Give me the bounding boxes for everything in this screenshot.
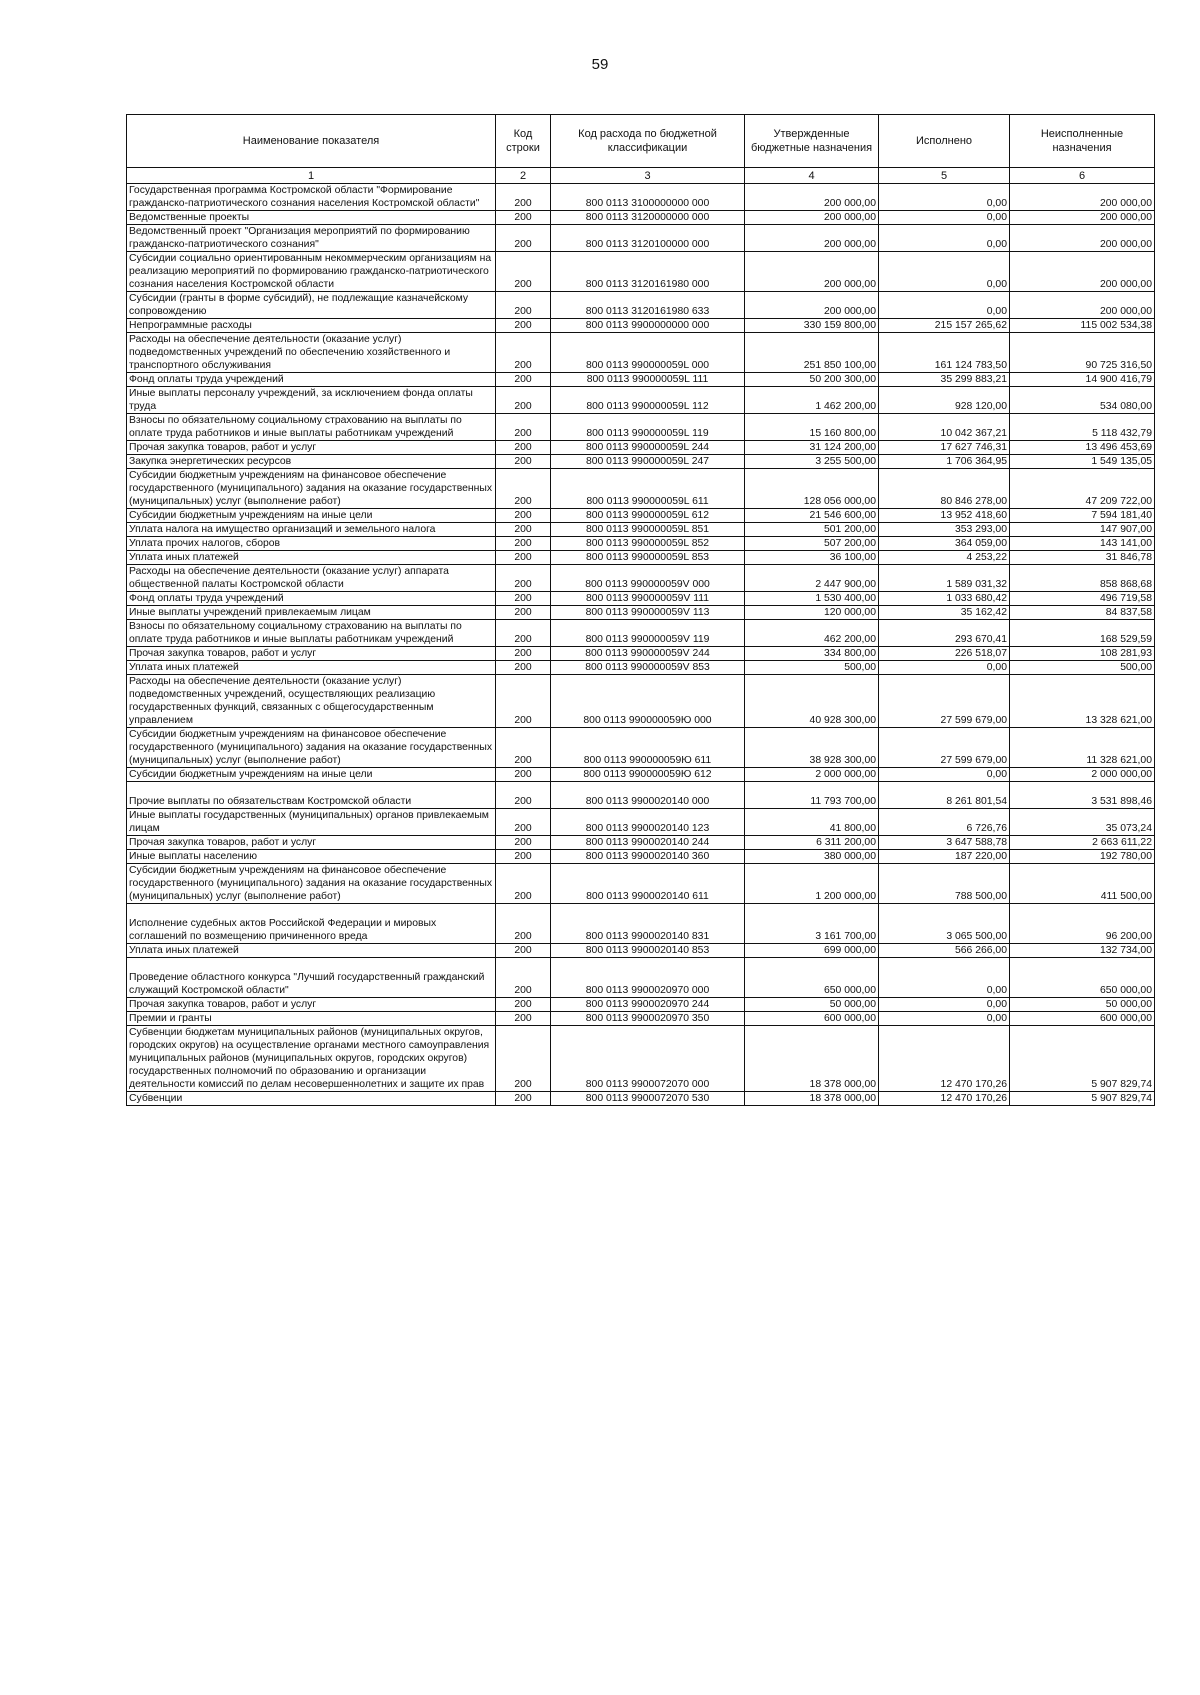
row-line-code: 200: [496, 661, 551, 675]
row-budget-code: 800 0113 990000059L 853: [551, 551, 745, 565]
row-approved-amount: 38 928 300,00: [745, 728, 879, 768]
table-row: [127, 509, 1155, 523]
row-unexecuted-amount: 650 000,00: [1010, 958, 1155, 998]
row-budget-code: 800 0113 3120100000 000: [551, 225, 745, 252]
row-budget-code: 800 0113 9900020140 831: [551, 904, 745, 944]
row-approved-amount: 31 124 200,00: [745, 441, 879, 455]
row-unexecuted-amount: 1 549 135,05: [1010, 455, 1155, 469]
row-approved-amount: 1 462 200,00: [745, 387, 879, 414]
row-indicator-name: Иные выплаты государственных (муниципальных) органов привлекаемым лицам: [127, 809, 496, 836]
row-unexecuted-amount: 31 846,78: [1010, 551, 1155, 565]
table-row: [127, 455, 1155, 469]
row-budget-code: 800 0113 9900020970 350: [551, 1012, 745, 1026]
table-row: [127, 319, 1155, 333]
table-row: [127, 620, 1155, 647]
row-unexecuted-amount: 600 000,00: [1010, 1012, 1155, 1026]
row-line-code: 200: [496, 944, 551, 958]
row-unexecuted-amount: 115 002 534,38: [1010, 319, 1155, 333]
row-executed-amount: 6 726,76: [879, 809, 1010, 836]
row-line-code: 200: [496, 551, 551, 565]
table-row: [127, 768, 1155, 782]
row-budget-code: 800 0113 9900020140 853: [551, 944, 745, 958]
row-budget-code: 800 0113 9900020140 360: [551, 850, 745, 864]
row-executed-amount: 0,00: [879, 768, 1010, 782]
row-unexecuted-amount: 200 000,00: [1010, 225, 1155, 252]
table-row: [127, 675, 1155, 728]
row-indicator-name: Расходы на обеспечение деятельности (оказание услуг) подведомственных учреждений, осуществляющих реализацию государственных функций, связанных с общегосударственным управлением: [127, 675, 496, 728]
row-indicator-name: Уплата иных платежей: [127, 944, 496, 958]
row-line-code: 200: [496, 836, 551, 850]
row-unexecuted-amount: 11 328 621,00: [1010, 728, 1155, 768]
header-line-code: Код строки: [496, 115, 551, 168]
row-executed-amount: 1 033 680,42: [879, 592, 1010, 606]
row-executed-amount: 364 059,00: [879, 537, 1010, 551]
table-row: [127, 904, 1155, 944]
row-approved-amount: 334 800,00: [745, 647, 879, 661]
row-budget-code: 800 0113 990000059V 113: [551, 606, 745, 620]
row-budget-code: 800 0113 9900020140 611: [551, 864, 745, 904]
row-indicator-name: Субвенции бюджетам муниципальных районов (муниципальных округов, городских округов) на осуществление органами местного самоуправления муниципальных районов (муниципальных округов, городских округов) государственных полномочий по образованию и организации деятельности комиссий по делам несовершеннолетних и защите их прав: [127, 1026, 496, 1092]
row-line-code: 200: [496, 523, 551, 537]
table-row: [127, 523, 1155, 537]
row-approved-amount: 2 000 000,00: [745, 768, 879, 782]
row-approved-amount: 500,00: [745, 661, 879, 675]
row-approved-amount: 2 447 900,00: [745, 565, 879, 592]
row-unexecuted-amount: 2 663 611,22: [1010, 836, 1155, 850]
column-number: 1: [127, 168, 496, 184]
row-line-code: 200: [496, 1026, 551, 1092]
row-approved-amount: 21 546 600,00: [745, 509, 879, 523]
table-row: [127, 414, 1155, 441]
row-budget-code: 800 0113 990000059Ю 000: [551, 675, 745, 728]
row-executed-amount: 0,00: [879, 998, 1010, 1012]
row-unexecuted-amount: 132 734,00: [1010, 944, 1155, 958]
row-indicator-name: Расходы на обеспечение деятельности (оказание услуг) подведомственных учреждений по обеспечению хозяйственного и транспортного обслуживания: [127, 333, 496, 373]
row-budget-code: 800 0113 9900020140 123: [551, 809, 745, 836]
row-line-code: 200: [496, 414, 551, 441]
row-approved-amount: 36 100,00: [745, 551, 879, 565]
table-row: [127, 606, 1155, 620]
row-indicator-name: Исполнение судебных актов Российской Федерации и мировых соглашений по возмещению причиненного вреда: [127, 904, 496, 944]
header-row: [127, 115, 1155, 168]
row-budget-code: 800 0113 9900020140 000: [551, 782, 745, 809]
row-line-code: 200: [496, 509, 551, 523]
column-number: 2: [496, 168, 551, 184]
table-row: [127, 252, 1155, 292]
row-indicator-name: Субсидии бюджетным учреждениям на финансовое обеспечение государственного (муниципального) задания на оказание государственных (муниципальных) услуг (выполнение работ): [127, 864, 496, 904]
row-budget-code: 800 0113 990000059V 111: [551, 592, 745, 606]
row-line-code: 200: [496, 292, 551, 319]
row-executed-amount: 35 162,42: [879, 606, 1010, 620]
row-line-code: 200: [496, 958, 551, 998]
row-budget-code: 800 0113 9900000000 000: [551, 319, 745, 333]
row-unexecuted-amount: 168 529,59: [1010, 620, 1155, 647]
row-executed-amount: 35 299 883,21: [879, 373, 1010, 387]
row-indicator-name: Уплата иных платежей: [127, 661, 496, 675]
row-executed-amount: 12 470 170,26: [879, 1026, 1010, 1092]
table-row: [127, 1092, 1155, 1106]
column-number: 6: [1010, 168, 1155, 184]
row-budget-code: 800 0113 9900020140 244: [551, 836, 745, 850]
row-unexecuted-amount: 143 141,00: [1010, 537, 1155, 551]
row-budget-code: 800 0113 990000059L 611: [551, 469, 745, 509]
row-unexecuted-amount: 200 000,00: [1010, 211, 1155, 225]
budget-execution-table: [126, 114, 1155, 1106]
row-approved-amount: 251 850 100,00: [745, 333, 879, 373]
row-approved-amount: 501 200,00: [745, 523, 879, 537]
row-executed-amount: 13 952 418,60: [879, 509, 1010, 523]
row-indicator-name: Расходы на обеспечение деятельности (оказание услуг) аппарата общественной палаты Костромской области: [127, 565, 496, 592]
row-unexecuted-amount: 5 907 829,74: [1010, 1092, 1155, 1106]
page-number: 59: [591, 56, 609, 73]
row-line-code: 200: [496, 1092, 551, 1106]
row-unexecuted-amount: 500,00: [1010, 661, 1155, 675]
table-row: [127, 184, 1155, 211]
row-line-code: 200: [496, 768, 551, 782]
row-executed-amount: 0,00: [879, 211, 1010, 225]
row-budget-code: 800 0113 990000059L 111: [551, 373, 745, 387]
table-row: [127, 211, 1155, 225]
row-approved-amount: 15 160 800,00: [745, 414, 879, 441]
row-budget-code: 800 0113 990000059Ю 611: [551, 728, 745, 768]
row-budget-code: 800 0113 990000059Ю 612: [551, 768, 745, 782]
row-approved-amount: 200 000,00: [745, 292, 879, 319]
row-indicator-name: Премии и гранты: [127, 1012, 496, 1026]
row-approved-amount: 1 200 000,00: [745, 864, 879, 904]
row-approved-amount: 41 800,00: [745, 809, 879, 836]
row-indicator-name: Взносы по обязательному социальному страхованию на выплаты по оплате труда работников и иные выплаты работникам учреждений: [127, 414, 496, 441]
row-line-code: 200: [496, 319, 551, 333]
row-executed-amount: 3 647 588,78: [879, 836, 1010, 850]
row-line-code: 200: [496, 728, 551, 768]
row-executed-amount: 161 124 783,50: [879, 333, 1010, 373]
table-row: [127, 592, 1155, 606]
table-row: [127, 998, 1155, 1012]
row-unexecuted-amount: 200 000,00: [1010, 292, 1155, 319]
row-line-code: 200: [496, 537, 551, 551]
table-row: [127, 551, 1155, 565]
row-executed-amount: 1 589 031,32: [879, 565, 1010, 592]
table-row: [127, 292, 1155, 319]
row-budget-code: 800 0113 3120000000 000: [551, 211, 745, 225]
row-line-code: 200: [496, 252, 551, 292]
row-executed-amount: 226 518,07: [879, 647, 1010, 661]
row-unexecuted-amount: 858 868,68: [1010, 565, 1155, 592]
row-line-code: 200: [496, 809, 551, 836]
row-budget-code: 800 0113 990000059L 000: [551, 333, 745, 373]
row-indicator-name: Фонд оплаты труда учреждений: [127, 592, 496, 606]
table-row: [127, 782, 1155, 809]
row-line-code: 200: [496, 565, 551, 592]
row-executed-amount: 0,00: [879, 292, 1010, 319]
row-budget-code: 800 0113 990000059L 852: [551, 537, 745, 551]
table-row: [127, 225, 1155, 252]
table-row: [127, 373, 1155, 387]
row-unexecuted-amount: 50 000,00: [1010, 998, 1155, 1012]
row-unexecuted-amount: 5 118 432,79: [1010, 414, 1155, 441]
row-executed-amount: 928 120,00: [879, 387, 1010, 414]
row-unexecuted-amount: 13 496 453,69: [1010, 441, 1155, 455]
row-budget-code: 800 0113 990000059V 119: [551, 620, 745, 647]
row-executed-amount: 27 599 679,00: [879, 728, 1010, 768]
row-approved-amount: 699 000,00: [745, 944, 879, 958]
row-budget-code: 800 0113 990000059L 119: [551, 414, 745, 441]
table-row: [127, 944, 1155, 958]
row-executed-amount: 0,00: [879, 252, 1010, 292]
row-unexecuted-amount: 192 780,00: [1010, 850, 1155, 864]
row-approved-amount: 650 000,00: [745, 958, 879, 998]
row-executed-amount: 187 220,00: [879, 850, 1010, 864]
row-approved-amount: 6 311 200,00: [745, 836, 879, 850]
row-budget-code: 800 0113 990000059L 851: [551, 523, 745, 537]
row-budget-code: 800 0113 990000059L 112: [551, 387, 745, 414]
row-indicator-name: Прочая закупка товаров, работ и услуг: [127, 441, 496, 455]
row-indicator-name: Субсидии бюджетным учреждениям на финансовое обеспечение государственного (муниципального) задания на оказание государственных (муниципальных) услуг (выполнение работ): [127, 728, 496, 768]
table-row: [127, 958, 1155, 998]
row-executed-amount: 8 261 801,54: [879, 782, 1010, 809]
row-executed-amount: 353 293,00: [879, 523, 1010, 537]
row-indicator-name: Закупка энергетических ресурсов: [127, 455, 496, 469]
row-indicator-name: Прочая закупка товаров, работ и услуг: [127, 647, 496, 661]
row-unexecuted-amount: 13 328 621,00: [1010, 675, 1155, 728]
header-unexecuted: Неисполненные назначения: [1010, 115, 1155, 168]
row-indicator-name: Иные выплаты населению: [127, 850, 496, 864]
row-line-code: 200: [496, 211, 551, 225]
row-executed-amount: 215 157 265,62: [879, 319, 1010, 333]
row-unexecuted-amount: 411 500,00: [1010, 864, 1155, 904]
row-approved-amount: 3 255 500,00: [745, 455, 879, 469]
row-indicator-name: Проведение областного конкурса "Лучший государственный гражданский служащий Костромской области": [127, 958, 496, 998]
row-line-code: 200: [496, 864, 551, 904]
row-executed-amount: 0,00: [879, 184, 1010, 211]
row-executed-amount: 27 599 679,00: [879, 675, 1010, 728]
row-unexecuted-amount: 200 000,00: [1010, 184, 1155, 211]
row-indicator-name: Уплата налога на имущество организаций и земельного налога: [127, 523, 496, 537]
row-unexecuted-amount: 534 080,00: [1010, 387, 1155, 414]
row-budget-code: 800 0113 990000059V 000: [551, 565, 745, 592]
row-budget-code: 800 0113 990000059L 244: [551, 441, 745, 455]
row-indicator-name: Государственная программа Костромской области "Формирование гражданско-патриотического сознания населения Костромской области": [127, 184, 496, 211]
row-line-code: 200: [496, 333, 551, 373]
row-approved-amount: 600 000,00: [745, 1012, 879, 1026]
table-row: [127, 836, 1155, 850]
table-row: [127, 565, 1155, 592]
row-line-code: 200: [496, 184, 551, 211]
row-executed-amount: 566 266,00: [879, 944, 1010, 958]
table-row: [127, 728, 1155, 768]
row-unexecuted-amount: 90 725 316,50: [1010, 333, 1155, 373]
row-approved-amount: 128 056 000,00: [745, 469, 879, 509]
row-indicator-name: Иные выплаты учреждений привлекаемым лицам: [127, 606, 496, 620]
row-line-code: 200: [496, 387, 551, 414]
row-line-code: 200: [496, 675, 551, 728]
row-indicator-name: Субсидии (гранты в форме субсидий), не подлежащие казначейскому сопровождению: [127, 292, 496, 319]
row-line-code: 200: [496, 373, 551, 387]
row-approved-amount: 50 200 300,00: [745, 373, 879, 387]
row-approved-amount: 200 000,00: [745, 225, 879, 252]
row-indicator-name: Иные выплаты персоналу учреждений, за исключением фонда оплаты труда: [127, 387, 496, 414]
row-unexecuted-amount: 96 200,00: [1010, 904, 1155, 944]
row-budget-code: 800 0113 990000059L 247: [551, 455, 745, 469]
row-approved-amount: 1 530 400,00: [745, 592, 879, 606]
row-unexecuted-amount: 3 531 898,46: [1010, 782, 1155, 809]
row-line-code: 200: [496, 998, 551, 1012]
column-number: 3: [551, 168, 745, 184]
row-unexecuted-amount: 200 000,00: [1010, 252, 1155, 292]
row-line-code: 200: [496, 455, 551, 469]
row-line-code: 200: [496, 592, 551, 606]
row-approved-amount: 380 000,00: [745, 850, 879, 864]
row-unexecuted-amount: 47 209 722,00: [1010, 469, 1155, 509]
row-indicator-name: Непрограммные расходы: [127, 319, 496, 333]
row-executed-amount: 788 500,00: [879, 864, 1010, 904]
row-indicator-name: Субвенции: [127, 1092, 496, 1106]
row-unexecuted-amount: 108 281,93: [1010, 647, 1155, 661]
row-line-code: 200: [496, 441, 551, 455]
row-indicator-name: Субсидии бюджетным учреждениям на финансовое обеспечение государственного (муниципального) задания на оказание государственных (муниципальных) услуг (выполнение работ): [127, 469, 496, 509]
row-executed-amount: 0,00: [879, 225, 1010, 252]
row-executed-amount: 0,00: [879, 958, 1010, 998]
row-indicator-name: Уплата иных платежей: [127, 551, 496, 565]
table-row: [127, 850, 1155, 864]
row-unexecuted-amount: 7 594 181,40: [1010, 509, 1155, 523]
row-indicator-name: Субсидии бюджетным учреждениям на иные цели: [127, 509, 496, 523]
row-budget-code: 800 0113 9900072070 000: [551, 1026, 745, 1092]
row-line-code: 200: [496, 904, 551, 944]
row-budget-code: 800 0113 3120161980 633: [551, 292, 745, 319]
row-unexecuted-amount: 35 073,24: [1010, 809, 1155, 836]
row-budget-code: 800 0113 9900020970 000: [551, 958, 745, 998]
row-approved-amount: 330 159 800,00: [745, 319, 879, 333]
table-row: [127, 387, 1155, 414]
header-executed: Исполнено: [879, 115, 1010, 168]
row-budget-code: 800 0113 9900072070 530: [551, 1092, 745, 1106]
row-approved-amount: 200 000,00: [745, 211, 879, 225]
table-row: [127, 647, 1155, 661]
row-executed-amount: 0,00: [879, 661, 1010, 675]
row-executed-amount: 17 627 746,31: [879, 441, 1010, 455]
header-indicator-name: Наименование показателя: [127, 115, 496, 168]
row-unexecuted-amount: 496 719,58: [1010, 592, 1155, 606]
column-number: 5: [879, 168, 1010, 184]
row-approved-amount: 11 793 700,00: [745, 782, 879, 809]
table-row: [127, 1012, 1155, 1026]
row-approved-amount: 462 200,00: [745, 620, 879, 647]
row-approved-amount: 200 000,00: [745, 184, 879, 211]
row-indicator-name: Субсидии социально ориентированным некоммерческим организациям на реализацию мероприятий по формированию гражданско-патриотического сознания населения Костромской области: [127, 252, 496, 292]
row-budget-code: 800 0113 3100000000 000: [551, 184, 745, 211]
row-approved-amount: 200 000,00: [745, 252, 879, 292]
row-indicator-name: Фонд оплаты труда учреждений: [127, 373, 496, 387]
table-row: [127, 333, 1155, 373]
table-row: [127, 537, 1155, 551]
table-row: [127, 661, 1155, 675]
table-row: [127, 441, 1155, 455]
row-approved-amount: 507 200,00: [745, 537, 879, 551]
row-budget-code: 800 0113 990000059V 244: [551, 647, 745, 661]
row-indicator-name: Прочие выплаты по обязательствам Костромской области: [127, 782, 496, 809]
row-executed-amount: 10 042 367,21: [879, 414, 1010, 441]
row-budget-code: 800 0113 9900020970 244: [551, 998, 745, 1012]
row-line-code: 200: [496, 850, 551, 864]
row-executed-amount: 0,00: [879, 1012, 1010, 1026]
row-executed-amount: 3 065 500,00: [879, 904, 1010, 944]
row-indicator-name: Ведомственные проекты: [127, 211, 496, 225]
row-unexecuted-amount: 14 900 416,79: [1010, 373, 1155, 387]
column-number: 4: [745, 168, 879, 184]
row-budget-code: 800 0113 990000059L 612: [551, 509, 745, 523]
row-approved-amount: 18 378 000,00: [745, 1092, 879, 1106]
row-line-code: 200: [496, 469, 551, 509]
table-row: [127, 469, 1155, 509]
row-executed-amount: 80 846 278,00: [879, 469, 1010, 509]
row-executed-amount: 12 470 170,26: [879, 1092, 1010, 1106]
row-executed-amount: 4 253,22: [879, 551, 1010, 565]
row-approved-amount: 40 928 300,00: [745, 675, 879, 728]
row-executed-amount: 293 670,41: [879, 620, 1010, 647]
table-body: [127, 184, 1155, 1106]
row-unexecuted-amount: 2 000 000,00: [1010, 768, 1155, 782]
table-row: [127, 1026, 1155, 1092]
row-approved-amount: 18 378 000,00: [745, 1026, 879, 1092]
row-line-code: 200: [496, 606, 551, 620]
column-number-row: [127, 168, 1155, 184]
row-line-code: 200: [496, 647, 551, 661]
row-indicator-name: Прочая закупка товаров, работ и услуг: [127, 998, 496, 1012]
row-indicator-name: Взносы по обязательному социальному страхованию на выплаты по оплате труда работников и иные выплаты работникам учреждений: [127, 620, 496, 647]
row-line-code: 200: [496, 1012, 551, 1026]
row-executed-amount: 1 706 364,95: [879, 455, 1010, 469]
row-line-code: 200: [496, 620, 551, 647]
row-unexecuted-amount: 147 907,00: [1010, 523, 1155, 537]
row-budget-code: 800 0113 990000059V 853: [551, 661, 745, 675]
row-indicator-name: Субсидии бюджетным учреждениям на иные цели: [127, 768, 496, 782]
header-budget-code: Код расхода по бюджетной классификации: [551, 115, 745, 168]
table-row: [127, 809, 1155, 836]
row-indicator-name: Уплата прочих налогов, сборов: [127, 537, 496, 551]
table-row: [127, 864, 1155, 904]
row-unexecuted-amount: 5 907 829,74: [1010, 1026, 1155, 1092]
header-approved: Утвержденные бюджетные назначения: [745, 115, 879, 168]
row-indicator-name: Ведомственный проект "Организация мероприятий по формированию гражданско-патриотического сознания": [127, 225, 496, 252]
row-approved-amount: 120 000,00: [745, 606, 879, 620]
row-approved-amount: 3 161 700,00: [745, 904, 879, 944]
row-budget-code: 800 0113 3120161980 000: [551, 252, 745, 292]
row-line-code: 200: [496, 225, 551, 252]
row-line-code: 200: [496, 782, 551, 809]
row-unexecuted-amount: 84 837,58: [1010, 606, 1155, 620]
row-indicator-name: Прочая закупка товаров, работ и услуг: [127, 836, 496, 850]
row-approved-amount: 50 000,00: [745, 998, 879, 1012]
